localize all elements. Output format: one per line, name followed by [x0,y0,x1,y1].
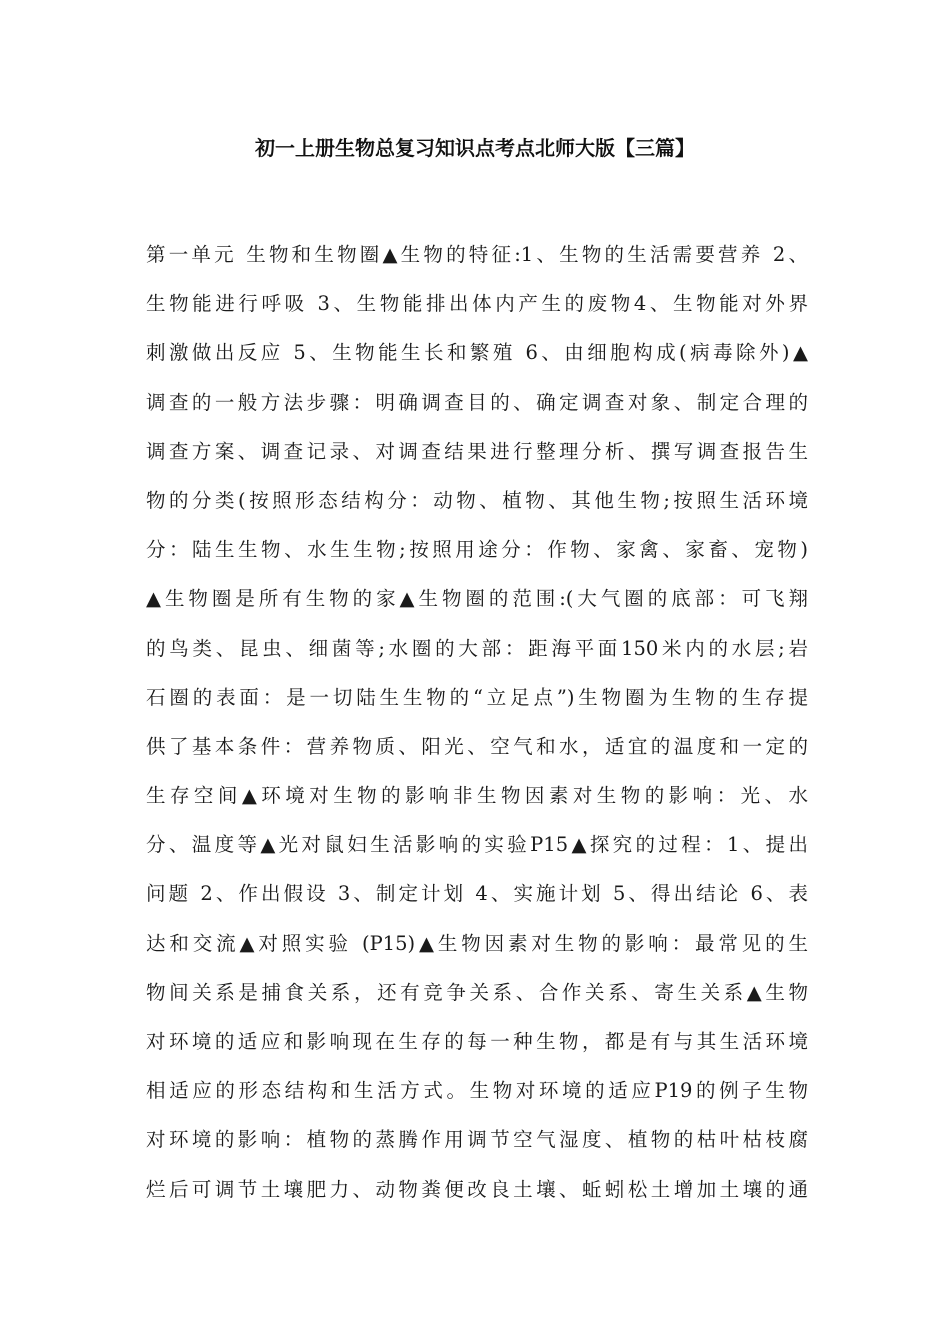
body-line: 供了基本条件：营养物质、阳光、空气和水，适宜的温度和一定的 [146,734,808,758]
document-title: 初一上册生物总复习知识点考点北师大版【三篇】 [255,136,695,160]
body-line: 烂后可调节土壤肥力、动物粪便改良土壤、蚯蚓松土增加土壤的通 [146,1177,808,1201]
body-line: 生存空间▲环境对生物的影响非生物因素对生物的影响：光、水 [146,784,808,808]
body-line: 对环境的适应和影响现在生存的每一种生物，都是有与其生活环境 [146,1030,808,1053]
body-line: 的鸟类、昆虫、细菌等;水圈的大部：距海平面150米内的水层;岩 [146,636,808,660]
body-line: 分：陆生生物、水生生物;按照用途分：作物、家禽、家畜、宠物) [146,538,808,562]
body-line: 分、温度等▲光对鼠妇生活影响的实验P15▲探究的过程：1、提出 [146,833,808,857]
body-line: 物的分类(按照形态结构分：动物、植物、其他生物;按照生活环境 [146,488,808,512]
body-line: 对环境的影响：植物的蒸腾作用调节空气湿度、植物的枯叶枯枝腐 [146,1128,808,1152]
body-line: 第一单元 生物和生物圈▲生物的特征:1、生物的生活需要营养 2、 [146,243,808,266]
body-line: ▲生物圈是所有生物的家▲生物圈的范围:(大气圈的底部：可飞翔 [146,587,808,611]
body-line: 生物能进行呼吸 3、生物能排出体内产生的废物4、生物能对外界 [146,292,808,316]
body-line: 问题 2、作出假设 3、制定计划 4、实施计划 5、得出结论 6、表 [146,882,808,906]
body-line: 物间关系是捕食关系，还有竞争关系、合作关系、寄生关系▲生物 [146,980,808,1004]
document-body [146,230,808,1214]
body-line: 相适应的形态结构和生活方式。生物对环境的适应P19的例子生物 [146,1079,808,1103]
body-line: 刺激做出反应 5、生物能生长和繁殖 6、由细胞构成(病毒除外)▲ [146,341,808,365]
body-line: 调查方案、调查记录、对调查结果进行整理分析、撰写调查报告生 [146,439,808,463]
body-line: 调查的一般方法步骤：明确调查目的、确定调查对象、制定合理的 [146,390,808,414]
body-line: 达和交流▲对照实验 (P15)▲生物因素对生物的影响：最常见的生 [146,931,808,955]
body-line: 石圈的表面：是一切陆生生物的“立足点”)生物圈为生物的生存提 [146,685,808,709]
